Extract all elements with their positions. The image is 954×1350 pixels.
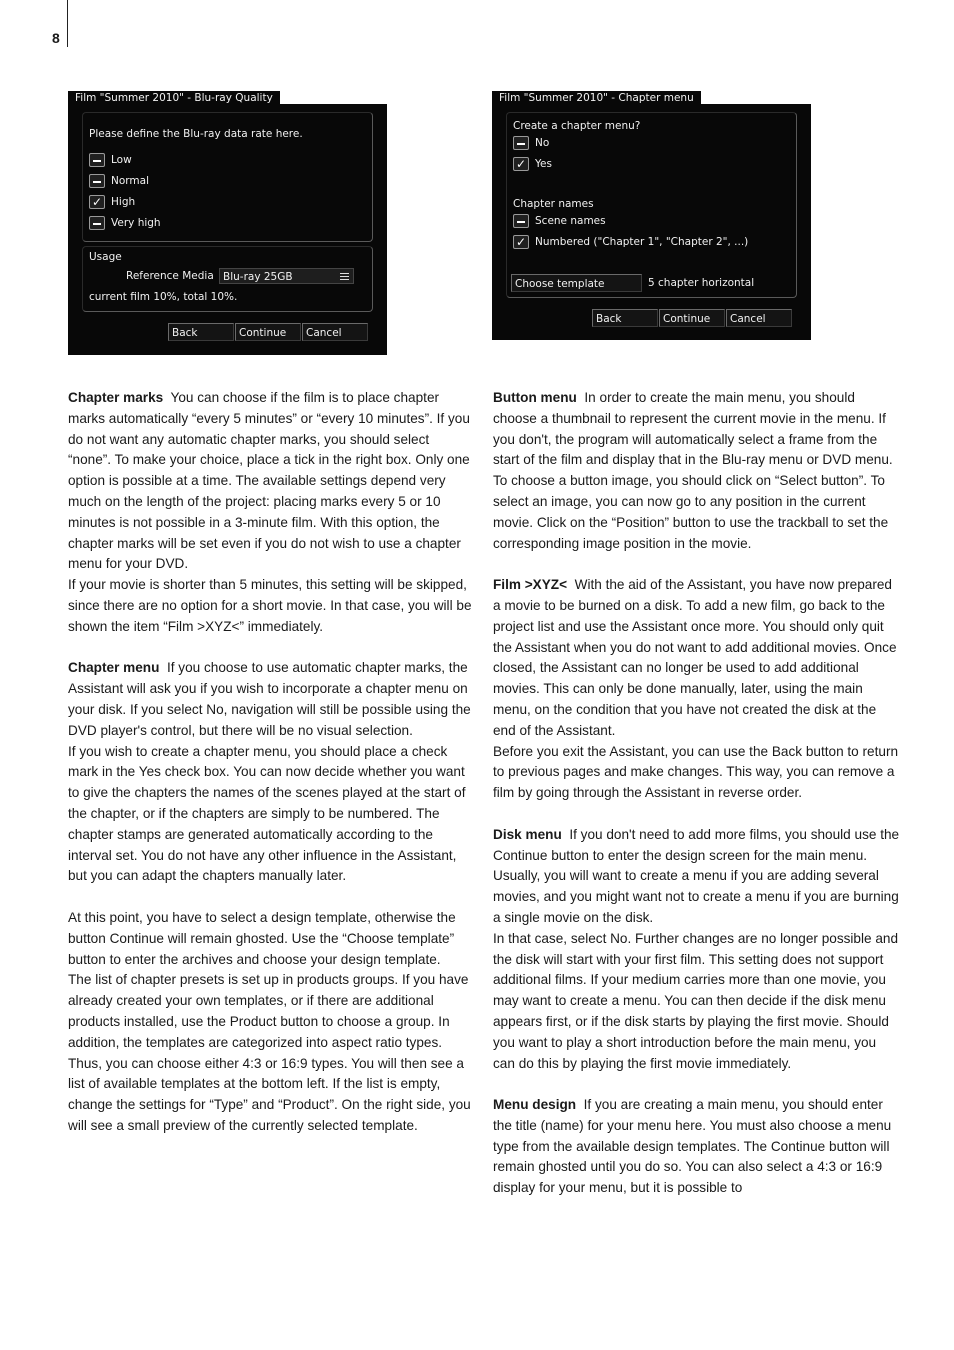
paragraph-text: In order to create the main menu, you should choose a thumbnail to represent the current movie in the menu. If you don't, the program will automatically select a frame from the start of the film and display that in the Blu-ray menu or DVD menu. bbox=[493, 390, 893, 468]
dialog-prompt: Please define the Blu-ray data rate here. bbox=[89, 128, 303, 140]
paragraph-text: At this point, you have to select a design template, otherwise the button Continue will remain ghosted. Use the “Choose template” button to enter the archives and choose your design template. bbox=[68, 909, 456, 967]
option-low-label: Low bbox=[111, 154, 132, 166]
reference-media-label: Reference Media bbox=[126, 270, 214, 282]
paragraph bbox=[68, 658, 476, 741]
numbered-label: Numbered ("Chapter 1", "Chapter 2", ...) bbox=[535, 236, 749, 248]
paragraph-heading: Chapter menu bbox=[68, 660, 160, 676]
back-button[interactable]: Back bbox=[592, 309, 658, 327]
paragraph bbox=[493, 825, 901, 929]
scene-names-checkbox[interactable] bbox=[513, 214, 529, 228]
paragraph bbox=[493, 575, 901, 741]
dialog-title: Film "Summer 2010" - Blu-ray Quality bbox=[68, 91, 280, 106]
usage-text: current film 10%, total 10%. bbox=[89, 291, 238, 303]
cancel-button[interactable]: Cancel bbox=[302, 323, 368, 341]
paragraph-gap bbox=[68, 638, 476, 659]
option-low-checkbox[interactable] bbox=[89, 153, 105, 167]
paragraph-gap bbox=[493, 554, 901, 575]
chapter-names-label: Chapter names bbox=[513, 198, 594, 210]
paragraph bbox=[68, 388, 476, 575]
dialog-title: Film "Summer 2010" - Chapter menu bbox=[492, 91, 701, 106]
paragraph-text: If you are creating a main menu, you should enter the title (name) for your menu here. You must also choose a menu type from the available design templates. The Continue button will remain ghosted until you do so. You can also select a 4:3 or 16:9 display for your menu, but it is possible to bbox=[493, 1097, 892, 1196]
paragraph-text: The list of chapter presets is set up in products groups. If you have already created your own templates, or if there are additional products installed, use the Product button to choose a group. In addition, the templates are categorized into aspect ratio types. Thus, you can choose either 4:3 or 16:9 types. You will then see a list of available templates at the bottom left. If the list is empty, change the settings for “Type” and “Product”. On the right side, you will see a small preview of the currently selected template. bbox=[68, 972, 471, 1133]
paragraph bbox=[68, 970, 476, 1136]
paragraph bbox=[493, 742, 901, 804]
paragraph-gap bbox=[493, 804, 901, 825]
usage-label: Usage bbox=[89, 251, 122, 263]
paragraph bbox=[68, 742, 476, 888]
scene-names-label: Scene names bbox=[535, 215, 606, 227]
create-yes-label: Yes bbox=[535, 158, 552, 170]
check-icon: ✓ bbox=[515, 235, 527, 249]
paragraph bbox=[493, 471, 901, 554]
option-very-high-checkbox[interactable] bbox=[89, 216, 105, 230]
paragraph bbox=[493, 1095, 901, 1199]
cancel-button[interactable]: Cancel bbox=[726, 309, 792, 327]
paragraph-text: You can choose if the film is to place chapter marks automatically “every 5 minutes” or “every 10 minutes”. If you do not want any automatic chapter marks, you should select “none”. To make your choice, place a tick in the right box. Only one option is possible at a time. The available settings depend very much on the length of the project: placing marks every 5 or 10 minutes is not possible in a 3-minute film. With this option, the chapter marks will be set even if you do not wish to use a chapter menu for your DVD. bbox=[68, 390, 470, 572]
right-text-column bbox=[493, 388, 901, 1199]
paragraph-heading: Disk menu bbox=[493, 826, 562, 842]
reference-media-value: Blu-ray 25GB bbox=[223, 271, 293, 283]
option-very-high-label: Very high bbox=[111, 217, 161, 229]
left-text-column bbox=[68, 388, 476, 1137]
option-high-checkbox[interactable] bbox=[89, 195, 105, 209]
paragraph bbox=[68, 575, 476, 637]
template-value: 5 chapter horizontal bbox=[648, 277, 755, 289]
paragraph-text: To choose a button image, you should click on “Select button”. To select an image, you can now go to any position in the current movie. Click on the “Position” button to use the trackball to set the corresponding image position in the movie. bbox=[493, 473, 889, 551]
create-chapter-menu-label: Create a chapter menu? bbox=[513, 120, 641, 132]
paragraph-text: In that case, select No. Further changes are no longer possible and the disk will start with your first film. This setting does not support additional films. If your medium carries more than one movie, you may want to create a menu. You can then decide if the disk menu appears first, or if the disk starts by playing the first movie. Should you want to play a short introduction before the main menu, you can do this by playing the first movie immediately. bbox=[493, 930, 899, 1071]
page-number: 8 bbox=[52, 30, 60, 46]
paragraph-heading: Chapter marks bbox=[68, 390, 164, 405]
continue-button[interactable]: Continue bbox=[235, 323, 301, 341]
reference-media-select[interactable] bbox=[219, 268, 354, 284]
paragraph bbox=[68, 908, 476, 970]
paragraph-heading: Button menu bbox=[493, 390, 577, 405]
menu-icon bbox=[340, 271, 349, 282]
back-button[interactable]: Back bbox=[168, 323, 234, 341]
continue-button[interactable]: Continue bbox=[659, 309, 725, 327]
numbered-checkbox[interactable] bbox=[513, 235, 529, 249]
option-high-label: High bbox=[111, 196, 136, 208]
paragraph-text: If your movie is shorter than 5 minutes, this setting will be skipped, since there are no option for a short movie. In that case, you will be shown the item “Film >XYZ<” immediately. bbox=[68, 577, 472, 634]
chapter-menu-dialog bbox=[492, 92, 811, 340]
paragraph-heading: Menu design bbox=[493, 1097, 577, 1113]
bluray-quality-dialog bbox=[68, 92, 387, 355]
paragraph-text: If you wish to create a chapter menu, you should place a check mark in the Yes check box. You can now decide whether you want to give the chapters the names of the scenes played at the start of the chapter, or if the chapters are simply to be numbered. The chapter stamps are generated automatically according to the interval set. You do not have any other influence in the Assistant, but you can adapt the chapters manually later. bbox=[68, 743, 466, 884]
paragraph-gap bbox=[493, 1074, 901, 1095]
option-normal-label: Normal bbox=[111, 175, 149, 187]
check-icon: ✓ bbox=[91, 195, 103, 209]
option-normal-checkbox[interactable] bbox=[89, 174, 105, 188]
choose-template-button[interactable]: Choose template bbox=[511, 274, 642, 292]
create-yes-checkbox[interactable] bbox=[513, 157, 529, 171]
paragraph bbox=[493, 929, 901, 1075]
paragraph-text: If you don't need to add more films, you should use the Continue button to enter the design screen for the main menu. Usually, you will want to create a menu if you are adding several movies, and you might want not to create a menu if you are burning a single movie on the disk. bbox=[493, 826, 900, 925]
paragraph-text: Before you exit the Assistant, you can use the Back button to return to previous pages and make changes. This way, you can remove a film by going through the Assistant in reverse order. bbox=[493, 743, 899, 801]
paragraph-text: With the aid of the Assistant, you have now prepared a movie to be burned on a disk. To add a new film, go back to the project list and use the Assistant once more. You should only quit the Assistant when you do not want to add additional movies. Once closed, the Assistant can no longer be used to add additional movies. This can only be done manually, later, using the main menu, on the condition that you have not created the disk at the end of the Assistant. bbox=[493, 577, 897, 738]
create-no-label: No bbox=[535, 137, 550, 149]
paragraph-heading: Film >XYZ< bbox=[493, 577, 568, 593]
paragraph bbox=[493, 388, 901, 471]
create-no-checkbox[interactable] bbox=[513, 136, 529, 150]
page-rule bbox=[67, 0, 68, 47]
paragraph-text: If you choose to use automatic chapter marks, the Assistant will ask you if you wish to incorporate a chapter menu on your disk. If you select No, navigation will still be possible using the DVD player's control, but there will be no visual selection. bbox=[68, 660, 471, 738]
check-icon: ✓ bbox=[515, 157, 527, 171]
paragraph-gap bbox=[68, 887, 476, 908]
